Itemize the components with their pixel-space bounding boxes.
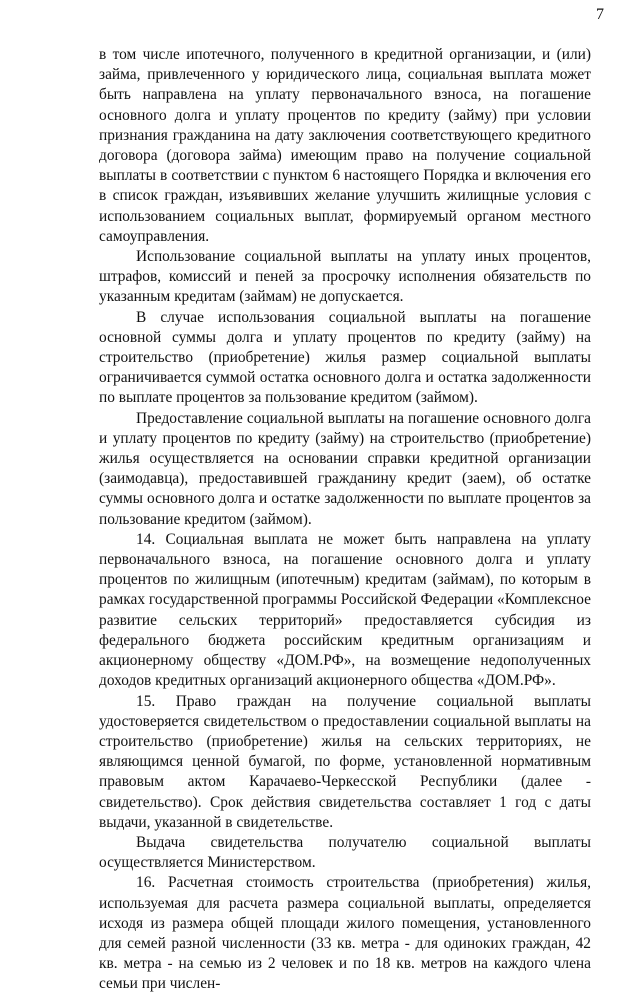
page-number: 7 xyxy=(596,6,604,23)
paragraph: В случае использования социальной выплаты на погашение основной суммы долга и уплату процентов по кредиту (займу) на строительство (приобретение) жилья размер социальной выплаты ограничивается суммой остатка основного долга и остатка задолженности по выплате процентов за пользование кредитом (займом). xyxy=(99,308,591,407)
paragraph-item-16: 16. Расчетная стоимость строительства (приобретения) жилья, используемая для расчета размера социальной выплаты, определяется исходя из размера общей площади жилого помещения, установленного для семей разной численности (33 кв. метра - для одиноких граждан, 42 кв. метра - на семью из 2 человек и по 18 кв. метров на каждого члена семьи при числен- xyxy=(99,874,591,993)
paragraph-item-15: 15. Право граждан на получение социальной выплаты удостоверяется свидетельством о предоставлении социальной выплаты на строительство (приобретение) жилья на сельских территориях, не являющимся ценной бумагой, по форме, установленной нормативным правовым актом Карачаево-Черкесской Республики (далее - свидетельство). Срок действия свидетельства составляет 1 год с даты выдачи, указанной в свидетельстве. xyxy=(99,692,591,831)
paragraph-item-14: 14. Социальная выплата не может быть направлена на уплату первоначального взноса, на погашение основного долга и уплату процентов по жилищным (ипотечным) кредитам (займам), по которым в рамках государственной программы Российской Федерации «Комплексное развитие сельских территорий» предоставляется субсидия из федерального бюджета российским кредитным организациям и акционерному обществу «ДОМ.РФ», на возмещение недополученных доходов кредитных организаций акционерного общества «ДОМ.РФ». xyxy=(99,530,591,690)
body-text xyxy=(99,45,591,995)
paragraph: в том числе ипотечного, полученного в кредитной организации, и (или) займа, привлеченного у юридического лица, социальная выплата может быть направлена на уплату первоначального взноса, на погашение основного долга и уплату процентов по кредиту (займу) при условии признания гражданина на дату заключения соответствующего кредитного договора (договора займа) имеющим право на получение социальной выплаты в соответствии с пунктом 6 настоящего Порядка и включения его в список граждан, изъявивших желание улучшить жилищные условия с использованием социальных выплат, формируемый органом местного самоуправления. xyxy=(99,46,591,245)
paragraph: Предоставление социальной выплаты на погашение основного долга и уплату процентов по кредиту (займу) на строительство (приобретение) жилья осуществляется на основании справки кредитной организации (заимодавца), предоставившей гражданину кредит (заем), об остатке суммы основного долга и остатке задолженности по выплате процентов за пользование кредитом (займом). xyxy=(99,409,591,528)
paragraph: Использование социальной выплаты на уплату иных процентов, штрафов, комиссий и пеней за просрочку исполнения обязательств по указанным кредитам (займам) не допускается. xyxy=(99,248,591,306)
paragraph: Выдача свидетельства получателю социальной выплаты осуществляется Министерством. xyxy=(99,833,591,872)
